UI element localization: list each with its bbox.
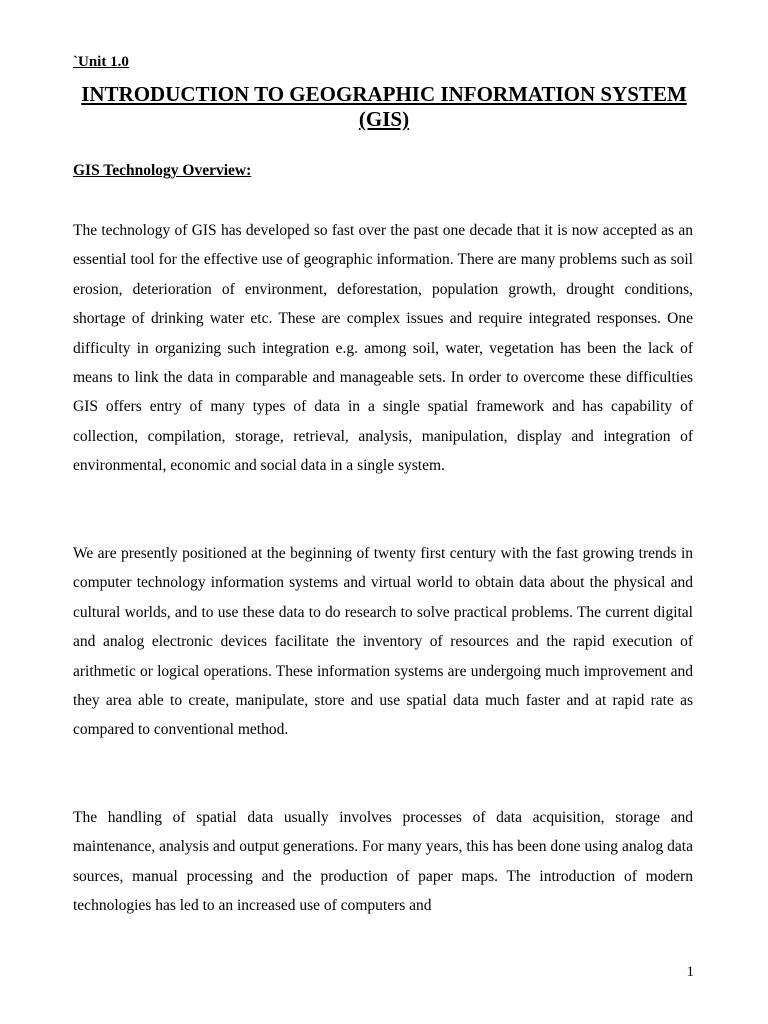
page-number: 1: [686, 964, 694, 980]
paragraph-2: We are presently positioned at the beginning of twenty first century with the fast growing trends in computer technology information systems and virtual world to obtain data about the physical and cultural worlds, and to use these data to do research to solve practical problems. The current digital and analog electronic devices facilitate the inventory of resources and the rapid execution of arithmetic or logical operations. These information systems are undergoing much improvement and they area able to create, manipulate, store and use spatial data much faster and at rapid rate as compared to conventional method.: [73, 545, 693, 739]
paragraph-3: The handling of spatial data usually involves processes of data acquisition, storage and maintenance, analysis and output generations. For many years, this has been done using analog data sources, manual processing and the production of paper maps. The introduction of modern technologies has led to an increased use of computers and: [73, 809, 693, 915]
section-heading: GIS Technology Overview:: [73, 162, 252, 179]
document-title: INTRODUCTION TO GEOGRAPHIC INFORMATION SYSTEM (GIS): [81, 82, 687, 131]
unit-label: `Unit 1.0: [73, 54, 129, 70]
paragraph-1: The technology of GIS has developed so fast over the past one decade that it is now accepted as an essential tool for the effective use of geographic information. There are many problems such as soil erosion, deterioration of environment, deforestation, population growth, drought conditions, shortage of drinking water etc. These are complex issues and require integrated responses. One difficulty in organizing such integration e.g. among soil, water, vegetation has been the lack of means to link the data in comparable and manageable sets. In order to overcome these difficulties GIS offers entry of many types of data in a single spatial framework and has capability of collection, compilation, storage, retrieval, analysis, manipulation, display and integration of environmental, economic and social data in a single system.: [73, 222, 693, 475]
